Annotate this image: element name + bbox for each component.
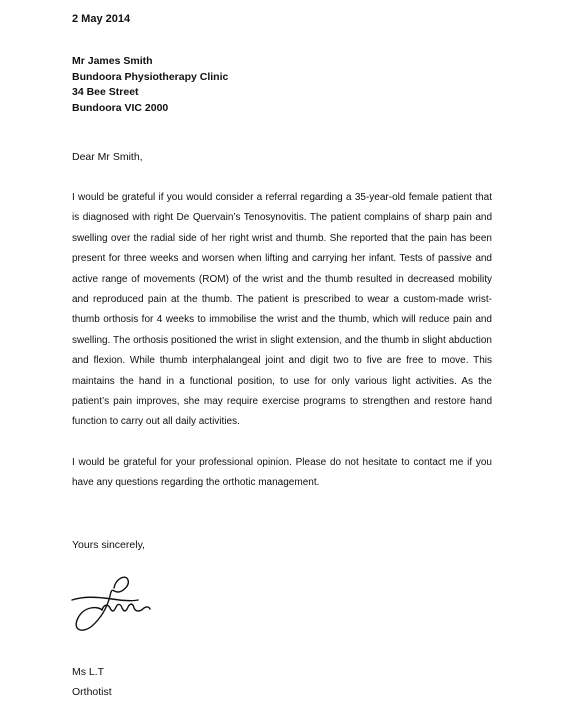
recipient-locality: Bundoora VIC 2000 — [72, 101, 169, 114]
signer-title: Orthotist — [72, 686, 112, 698]
recipient-street: 34 Bee Street — [72, 86, 139, 98]
letter-date: 2 May 2014 — [72, 13, 131, 25]
signer-block — [72, 662, 112, 702]
recipient-organisation: Bundoora Physiotherapy Clinic — [72, 70, 229, 83]
recipient-name: Mr James Smith — [72, 55, 153, 67]
salutation: Dear Mr Smith, — [72, 151, 143, 163]
signer-name: Ms L.T — [72, 666, 105, 678]
body-paragraph-2: I would be grateful for your professional opinion. Please do not hesitate to contact me if you have any questions regarding the orthotic management. — [72, 457, 492, 489]
closing: Yours sincerely, — [72, 539, 145, 551]
body-paragraph-1: I would be grateful if you would consider a referral regarding a 35-year-old female patient that is diagnosed with right De Quervain’s Tenosynovitis. The patient complains of sharp pain and swelling over the radial side of her right wrist and thumb. She reported that the pain has been present for three weeks and worsen when lifting and carrying her infant. Tests of passive and active range of movements (ROM) of the wrist and the thumb resulted in decreased mobility and reproduced pain at the thumb. The patient is prescribed to wear a custom-made wrist-thumb orthosis for 4 weeks to immobilise the wrist and the thumb, which will reduce pain and swelling. The orthosis positioned the wrist in slight extension, and the thumb in slight abduction and flexion. While thumb interphalangeal joint and digit two to five are free to move. This maintains the hand in a functional position, to use for only various light activities. As the patient’s pain improves, she may require exercise programs to strengthen and restore hand function to carry out all daily activities. — [72, 192, 492, 428]
recipient-address — [72, 54, 228, 116]
signature-icon — [68, 570, 158, 636]
